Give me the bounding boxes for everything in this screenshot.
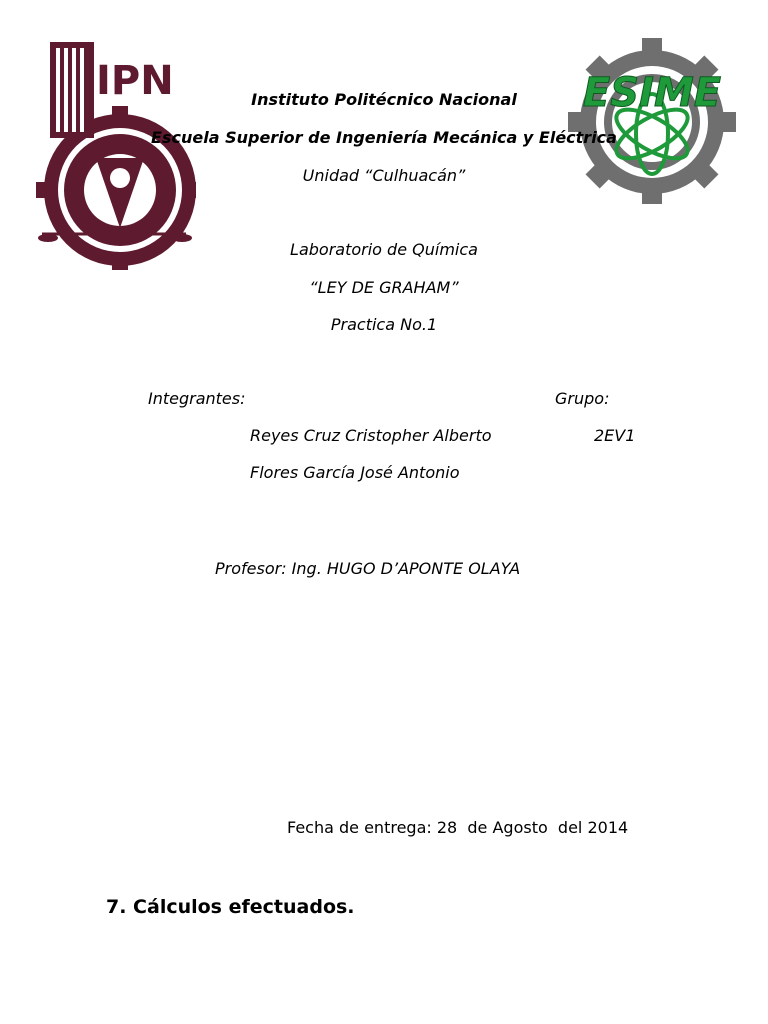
practice-number: Practica No.1 <box>330 315 438 334</box>
ipn-logo <box>36 38 196 270</box>
professor-line: Profesor: Ing. HUGO D’APONTE OLAYA <box>215 559 521 578</box>
school-title: Escuela Superior de Ingeniería Mecánica y Eléctrica <box>151 128 617 147</box>
section-title: 7. Cálculos efectuados. <box>106 896 355 918</box>
group-label: Grupo: <box>555 389 610 408</box>
practice-subtitle: “LEY DE GRAHAM” <box>309 278 459 297</box>
unit-title: Unidad “Culhuacán” <box>302 166 466 185</box>
lab-title: Laboratorio de Química <box>290 240 478 259</box>
esime-logo-text: ESIME <box>582 70 722 116</box>
delivery-date: Fecha de entrega: 28 de Agosto del 2014 <box>287 818 629 837</box>
ipn-logo-text: IPN <box>96 58 174 104</box>
member-name: Flores García José Antonio <box>250 463 460 482</box>
institute-title: Instituto Politécnico Nacional <box>251 90 517 109</box>
member-name: Reyes Cruz Cristopher Alberto <box>250 426 492 445</box>
group-value: 2EV1 <box>594 426 636 445</box>
members-label: Integrantes: <box>148 389 246 408</box>
